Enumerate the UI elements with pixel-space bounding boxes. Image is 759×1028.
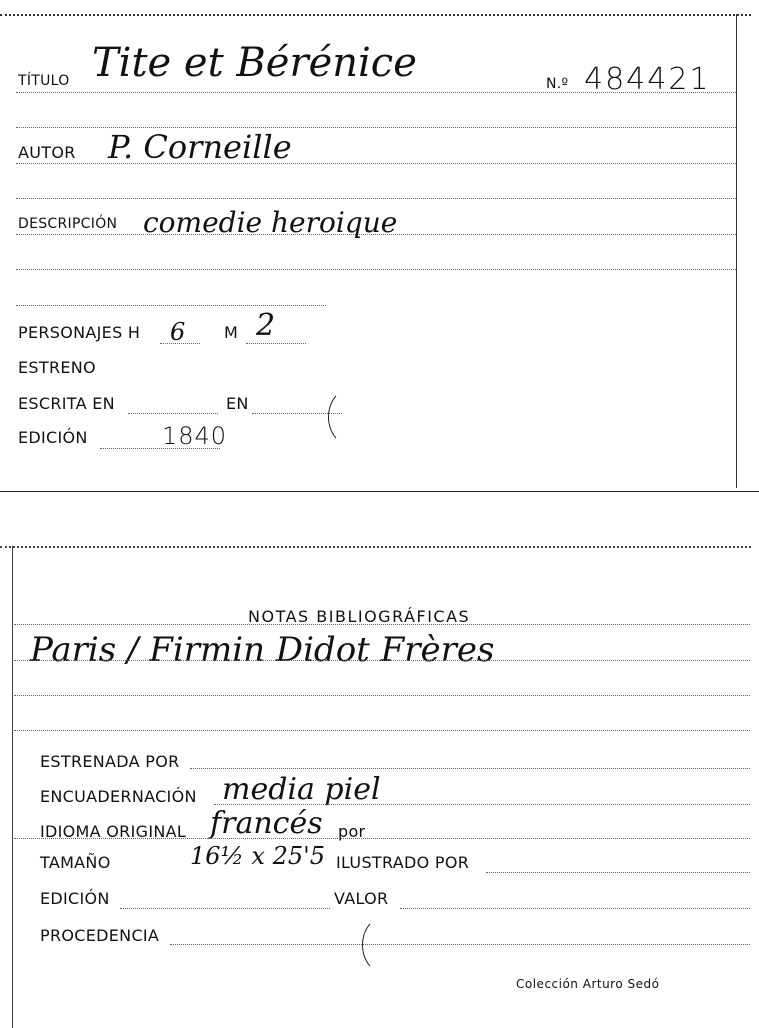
rule-line [170, 944, 750, 945]
card-bottom-edge [0, 491, 759, 492]
rule-line [400, 908, 750, 909]
card-top-edge [0, 546, 751, 548]
edicion-label: EDICIÓN [18, 428, 88, 447]
rule-line [128, 413, 218, 414]
rule-line [160, 343, 200, 344]
rule-line [14, 624, 750, 625]
notas-heading: NOTAS BIBLIOGRÁFICAS [248, 607, 471, 626]
escrita-label: ESCRITA EN [18, 394, 115, 413]
estrenada-text: ESTRENADA POR [40, 752, 180, 771]
encuadernacion-value: media piel [222, 772, 381, 807]
rule-line [214, 804, 750, 805]
personajes-label: PERSONAJES H [18, 323, 141, 342]
descripcion-value: comedie heroique [143, 206, 398, 239]
numero-value: 484421 [584, 62, 711, 97]
tamano-value: 16½ x 25'5 [190, 842, 325, 870]
rule-line [14, 660, 750, 661]
idioma-label: IDIOMA ORIGINAL [40, 822, 187, 841]
notas-value: Paris / Firmin Didot Frères [30, 630, 495, 670]
escrita-en-label: EN [226, 394, 249, 413]
valor-label: VALOR [334, 889, 389, 908]
personajes-m-value: 2 [256, 308, 276, 343]
rule-line [14, 838, 750, 839]
tamano-label: TAMAÑO [40, 853, 111, 872]
card-left-edge [12, 546, 13, 1028]
idioma-por-label: por [338, 822, 366, 841]
stamp-mark [362, 916, 409, 974]
rule-line [190, 768, 750, 769]
rule-line [486, 872, 750, 873]
stamp-mark [328, 388, 375, 446]
autor-value: P. Corneille [108, 128, 292, 166]
rule-line [100, 448, 220, 449]
card-top-edge [0, 14, 751, 16]
personajes-m-label: M [224, 323, 239, 342]
rule-line [120, 908, 330, 909]
estrenada-label [40, 752, 180, 771]
personajes-h-value: 6 [170, 318, 186, 346]
rule-line [16, 198, 736, 199]
edicion-back-label: EDICIÓN [40, 889, 110, 908]
catalog-card-back [0, 540, 759, 1028]
edicion-value: 1840 [162, 422, 228, 450]
catalog-card-front [0, 0, 759, 492]
ilustrado-label: ILUSTRADO POR [336, 853, 470, 872]
titulo-label: TÍTULO [18, 73, 70, 89]
descripcion-label: DESCRIPCIÓN [18, 216, 118, 232]
idioma-value: francés [210, 806, 323, 841]
titulo-value: Tite et Bérénice [92, 40, 417, 86]
estreno-label: ESTRENO [18, 358, 96, 377]
card-right-edge [736, 14, 737, 488]
rule-line [246, 343, 306, 344]
autor-label: AUTOR [18, 143, 76, 162]
coleccion-footer: Colección Arturo Sedó [516, 977, 660, 991]
rule-line [16, 269, 736, 270]
procedencia-label: PROCEDENCIA [40, 926, 160, 945]
encuadernacion-label: ENCUADERNACIÓN [40, 787, 197, 806]
numero-label: N.º [546, 76, 569, 92]
rule-line [14, 730, 750, 731]
rule-line [14, 695, 750, 696]
rule-line [16, 305, 326, 306]
